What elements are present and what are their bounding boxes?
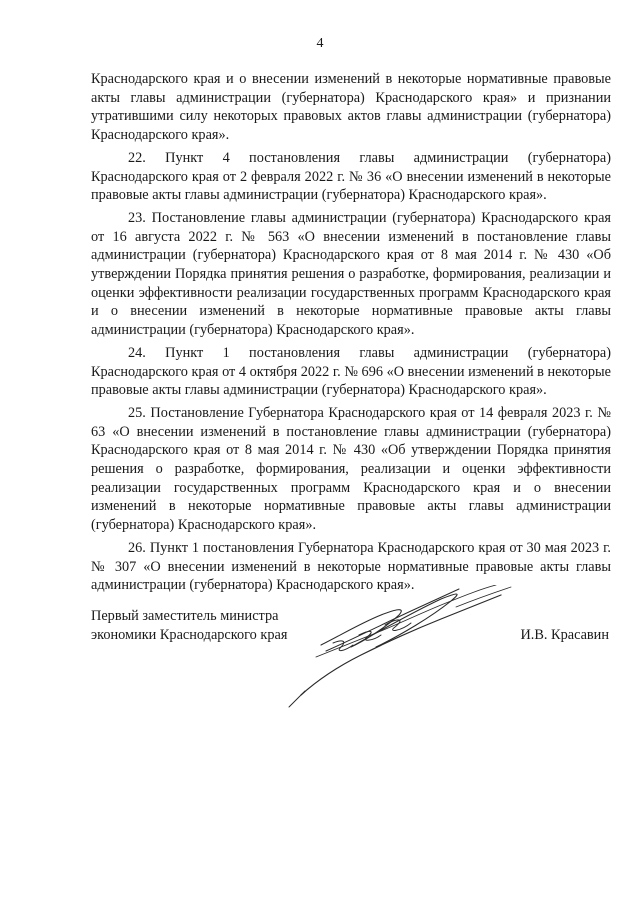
signer-title (91, 607, 287, 645)
paragraph-item-25: 25. Постановление Губернатора Краснодарского края от 14 февраля 2023 г. № 63 «О внесении изменений в постановление главы администрации (губернатора) Краснодарского края от 8 мая 2014 г. № 430 «Об утверждении Порядка принятия решения о разработке, формирования, реализации и оценки эффективности реализации государственных программ Краснодарского края и о внесении изменений в некоторые нормативные правовые акты главы администрации (губернатора) Краснодарского края». (91, 404, 611, 534)
signer-title-line-2: экономики Краснодарского края (91, 627, 288, 643)
paragraph-item-24: 24. Пункт 1 постановления главы администрации (губернатора) Краснодарского края от 4 октября 2022 г. № 696 «О внесении изменений в некоторые правовые акты главы администрации (губернатора) Краснодарского края». (91, 344, 611, 399)
paragraph-item-22: 22. Пункт 4 постановления главы администрации (губернатора) Краснодарского края от 2 февраля 2022 г. № 36 «О внесении изменений в некоторые правовые акты главы администрации (губернатора) Краснодарского края». (91, 149, 611, 204)
document-body (91, 70, 611, 599)
paragraph-continuation: Краснодарского края и о внесении изменений в некоторые нормативные правовые акты главы администрации (губернатора) Краснодарского края» и признании утратившими силу некоторых правовых актов главы администрации (губернатора) Краснодарского края». (91, 71, 611, 144)
signature-block (91, 607, 611, 727)
page-number: 4 (316, 36, 324, 51)
handwritten-signature (281, 585, 531, 715)
paragraph-item-23: 23. Постановление главы администрации (губернатора) Краснодарского края от 16 августа 2022 г. № 563 «О внесении изменений в постановление главы администрации (губернатора) Краснодарского края от 8 мая 2014 г. № 430 «Об утверждении Порядка принятия решения о разработке, формирования, реализации и оценки эффективности реализации государственных программ Краснодарского края и о внесении изменений в некоторые нормативные правовые акты главы администрации (губернатора) Краснодарского края». (91, 209, 611, 339)
signer-title-line-1: Первый заместитель министра (91, 608, 279, 624)
signer-name: И.В. Красавин (520, 627, 609, 643)
paragraph-item-26: 26. Пункт 1 постановления Губернатора Краснодарского края от 30 мая 2023 г. № 307 «О внесении изменений в некоторые нормативные правовые акты главы администрации (губернатора) Краснодарского края». (91, 539, 611, 594)
